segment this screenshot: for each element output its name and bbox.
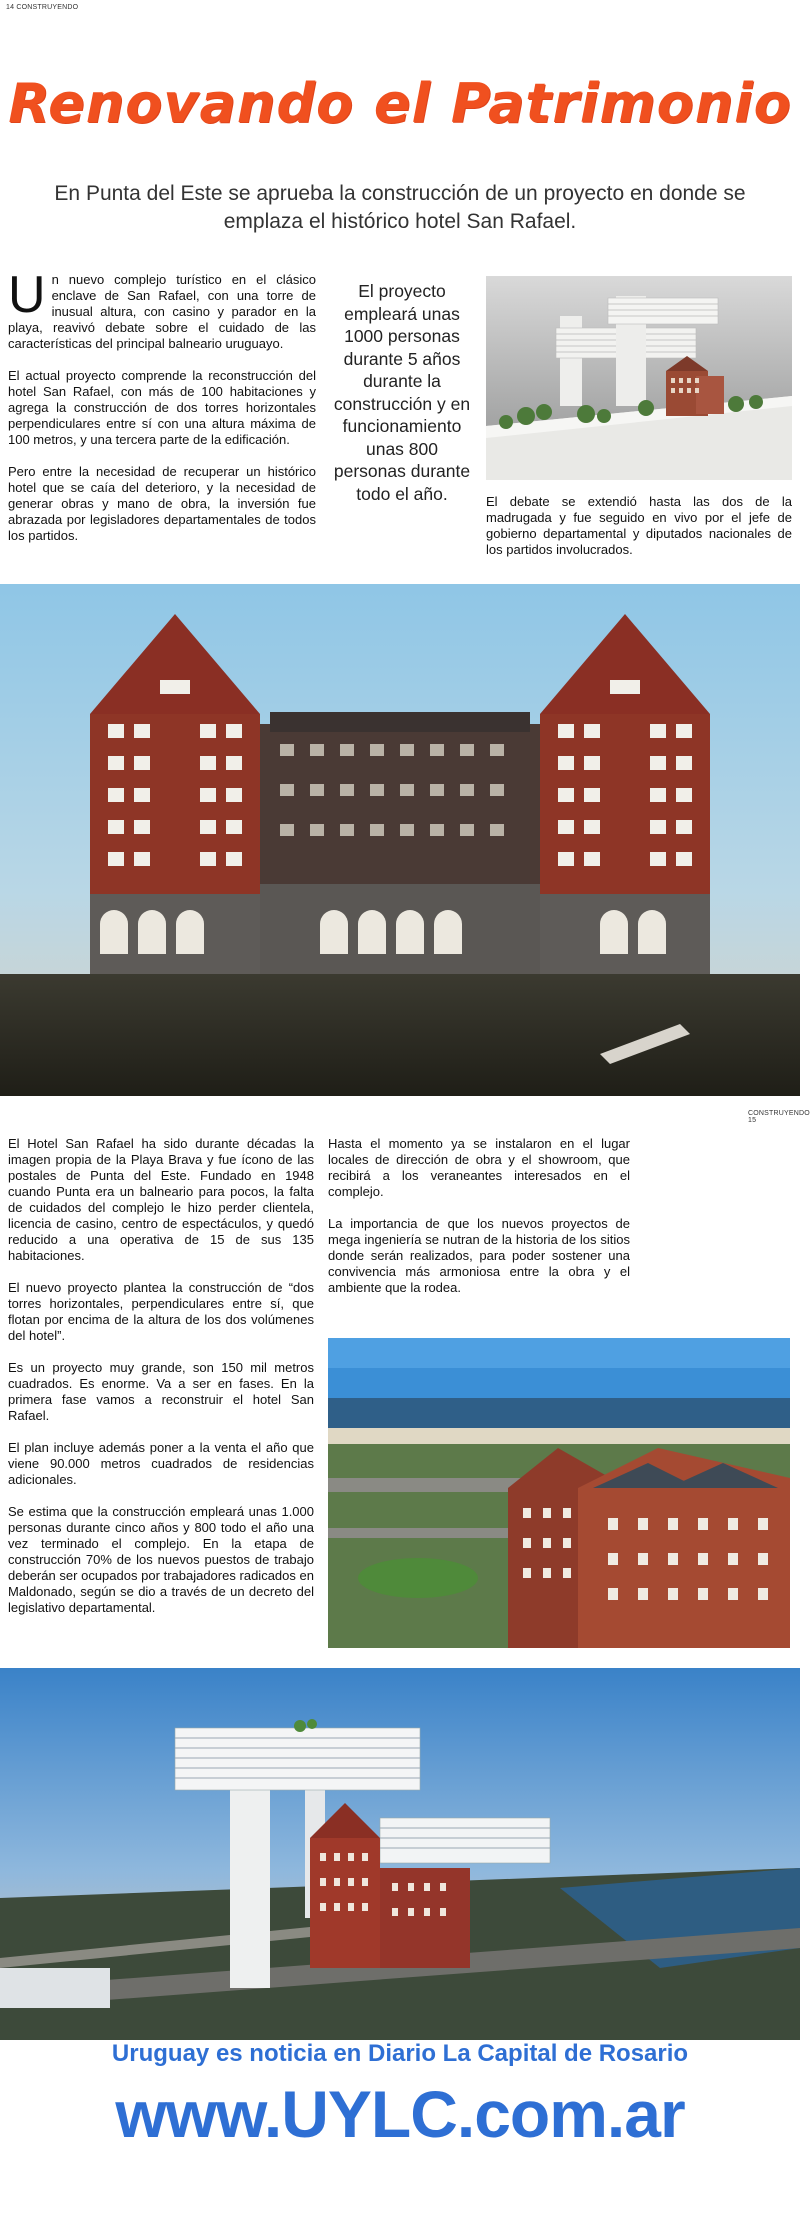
intro-paragraph: Un nuevo complejo turístico en el clásico enclave de San Rafael, con una torre de inusual altura, con casino y parador en la playa, reavivó debate sobre el cuidado de las características del principal balneario uruguayo. xyxy=(8,266,316,351)
page-folio-mid: CONSTRUYENDO 15 xyxy=(748,1110,810,1124)
hotel-san-rafael-photo xyxy=(0,584,800,1096)
intro-column xyxy=(8,266,316,560)
project-column xyxy=(328,1136,630,1312)
body-paragraph: El Hotel San Rafael ha sido durante décadas la imagen propia de la Playa Brava y fue ícono de las postales de Punta del Este. Fundado en 1948 cuando Punta era un balneario para pocos, la falta de cuidados del complejo le hizo perder clientela, licencia de casino, centro de espectáculos, y quedó reducido a una operativa de 15 de sus 135 habitaciones. xyxy=(8,1136,314,1263)
footer-tagline: Uruguay es noticia en Diario La Capital de Rosario xyxy=(111,2040,689,2067)
body-paragraph: Pero entre la necesidad de recuperar un histórico hotel que se caía del deterioro, y la necesidad de generar obras y mano de obra, la inversión fue abrazada por legisladores departamentales de todos los partidos. xyxy=(8,464,316,543)
project-rendering-photo xyxy=(0,1668,800,2040)
body-paragraph: Es un proyecto muy grande, son 150 mil metros cuadrados. Es enorme. Va a ser en fases. En la primera fase vamos a reconstruir el hotel San Rafael. xyxy=(8,1360,314,1423)
page-folio-top: 14 CONSTRUYENDO xyxy=(6,4,79,11)
body-paragraph: La importancia de que los nuevos proyectos de mega ingeniería se nutran de la historia de los sitios donde serán realizados, para poder sostener una convivencia más armoniosa entre la obra y el ambiente que la rodea. xyxy=(328,1216,630,1295)
footer-url-link[interactable]: www.UYLC.com.ar xyxy=(115,2077,685,2151)
architectural-model-photo xyxy=(486,276,792,480)
body-paragraph: Se estima que la construcción empleará unas 1.000 personas durante cinco años y 800 todo el año una vez terminado el complejo. En la etapa de construcción 70% de los nuevos puestos de trabajo deberán ser ocupados por trabajadores radicados en Maldonado, según se dio a través de un decreto del legislativo departamental. xyxy=(8,1504,314,1615)
history-column xyxy=(8,1136,314,1632)
model-caption: El debate se extendió hasta las dos de la madrugada y fue seguido en vivo por el jefe de gobierno departamental y diputados nacionales de los partidos involucrados. xyxy=(486,494,792,557)
body-paragraph: Hasta el momento ya se instalaron en el lugar locales de dirección de obra y el showroom, que recibirá a los veraneantes interesados en el complejo. xyxy=(328,1136,630,1199)
body-paragraph: El actual proyecto comprende la reconstrucción del hotel San Rafael, con más de 100 habitaciones y agrega la construcción de dos torres horizontales perpendiculares entre sí con una altura máxima de 100 metros, y una tercera parte de la edificación. xyxy=(8,368,316,447)
article-title: Renovando el Patrimonio xyxy=(8,72,792,135)
article-subtitle: En Punta del Este se aprueba la construcción de un proyecto en donde se emplaza el histórico hotel San Rafael. xyxy=(54,182,746,233)
body-paragraph: El nuevo proyecto plantea la construcción de “dos torres horizontales, perpendiculares entre sí, que flotan por encima de la altura de los dos volúmenes del hotel”. xyxy=(8,1280,314,1343)
pull-quote: El proyecto empleará unas 1000 personas durante 5 años durante la construcción y en funcionamiento unas 800 personas durante todo el año. xyxy=(333,281,471,504)
body-paragraph: El plan incluye además poner a la venta el año que viene 90.000 metros cuadrados de residencias adicionales. xyxy=(8,1440,314,1487)
drop-cap: U xyxy=(8,266,46,324)
hotel-aerial-photo xyxy=(328,1338,790,1648)
